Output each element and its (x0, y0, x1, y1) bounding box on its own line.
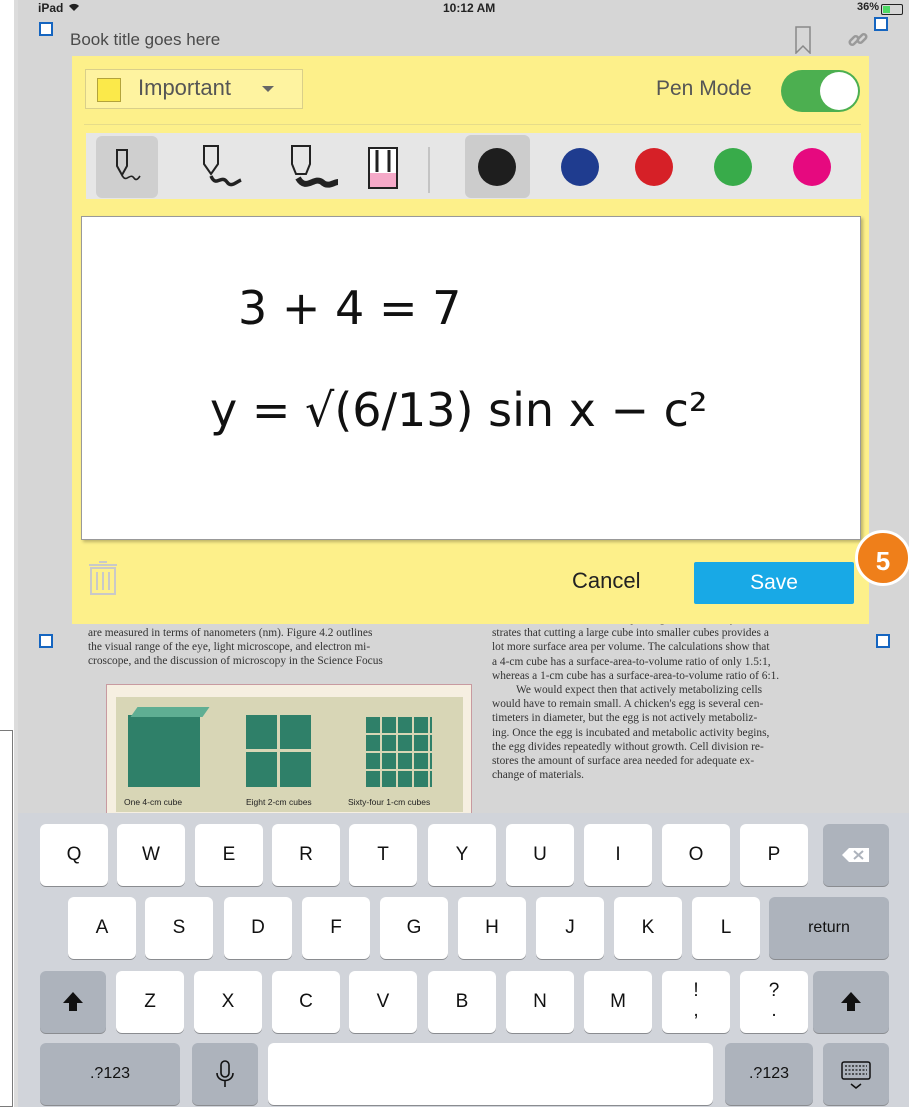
text-line: would have to remain small. A chicken's egg is several cen- (492, 698, 764, 711)
color-green[interactable] (714, 148, 752, 186)
key-f[interactable]: F (302, 897, 370, 959)
text-line: the visual range of the eye, light microscope, and electron mi- (88, 641, 371, 654)
key-s[interactable]: S (145, 897, 213, 959)
text-line: We would expect then that actively metabolizing cells (516, 684, 763, 697)
key-p[interactable]: P (740, 824, 808, 886)
text-line: a 4-cm cube has a surface-area-to-volume ratio of only 1.5:1, (492, 655, 771, 668)
delete-icon[interactable] (823, 824, 889, 886)
pen-fine-icon[interactable] (96, 136, 158, 198)
text-line: are measured in terms of nanometers (nm). Figure 4.2 outlines (88, 627, 373, 639)
key-t[interactable]: T (349, 824, 417, 886)
pen-broad-icon[interactable] (282, 136, 344, 198)
key-l[interactable]: L (692, 897, 760, 959)
microphone-icon[interactable] (192, 1043, 258, 1105)
divider (84, 124, 861, 125)
step-badge: 5 (855, 530, 909, 586)
pen-mode-label: Pen Mode (656, 77, 752, 100)
cancel-button[interactable]: Cancel (572, 568, 641, 593)
text-line: change of materials. (492, 769, 585, 782)
text-line: the egg divides repeatedly without growth. Cell division re- (492, 740, 764, 753)
key-a[interactable]: A (68, 897, 136, 959)
cube-top (130, 707, 209, 717)
selection-handle-top-left[interactable] (39, 22, 53, 36)
text-line: timeters in diameter, but the egg is not actively metaboliz- (492, 712, 758, 725)
tag-label: Important (138, 75, 231, 100)
bookmark-icon[interactable] (795, 26, 811, 54)
chevron-down-icon (262, 86, 274, 92)
drawing-canvas[interactable] (81, 216, 861, 540)
figure-caption: Sixty-four 1-cm cubes (348, 797, 431, 807)
selection-handle-bottom-right[interactable] (876, 634, 890, 648)
key-i[interactable]: I (584, 824, 652, 886)
key-glyph: ? (768, 980, 780, 1001)
toolbar-separator (428, 147, 430, 193)
text-line: stores the amount of surface area needed for adequate ex- (492, 755, 755, 768)
key-u[interactable]: U (506, 824, 574, 886)
pen-medium-icon[interactable] (191, 136, 253, 198)
cube-gap (246, 749, 312, 752)
key-m[interactable]: M (584, 971, 652, 1033)
key-r[interactable]: R (272, 824, 340, 886)
key-z[interactable]: Z (116, 971, 184, 1033)
key-c[interactable]: C (272, 971, 340, 1033)
key-h[interactable]: H (458, 897, 526, 959)
text-line: ing. Once the egg is incubated and metabolic activity begins, (492, 726, 770, 739)
numbers-key[interactable]: .?123 (40, 1043, 180, 1105)
shift-icon[interactable] (813, 971, 889, 1033)
battery-icon (881, 4, 903, 15)
text-line: whereas a 1-cm cube has a surface-area-to-volume ratio of 6:1. (492, 669, 780, 682)
text-line: croscope, and the discussion of microscopy in the Science Focus (88, 655, 383, 668)
status-bar (18, 0, 909, 18)
key-glyph: . (771, 1000, 777, 1021)
key-n[interactable]: N (506, 971, 574, 1033)
key-glyph: ! (693, 980, 699, 1001)
book-text-left (88, 626, 470, 669)
key-y[interactable]: Y (428, 824, 496, 886)
figure-image (116, 697, 463, 812)
save-button[interactable]: Save (694, 562, 854, 604)
key-x[interactable]: X (194, 971, 262, 1033)
pen-mode-toggle[interactable] (781, 70, 860, 112)
selection-handle-top-right[interactable] (874, 17, 888, 31)
space-bar[interactable] (268, 1043, 713, 1105)
color-red[interactable] (635, 148, 673, 186)
key-question-period[interactable] (740, 971, 808, 1033)
shift-icon[interactable] (40, 971, 106, 1033)
handwriting-line: y = √(6/13) sin x − c² (210, 383, 708, 437)
cube-large (128, 715, 200, 787)
key-w[interactable]: W (117, 824, 185, 886)
battery-percent: 36% (856, 1, 879, 13)
color-pink[interactable] (793, 148, 831, 186)
trash-icon[interactable] (88, 560, 118, 596)
key-d[interactable]: D (224, 897, 292, 959)
key-v[interactable]: V (349, 971, 417, 1033)
key-q[interactable]: Q (40, 824, 108, 886)
key-g[interactable]: G (380, 897, 448, 959)
status-time: 10:12 AM (443, 1, 496, 15)
outer-sidebar (0, 0, 14, 1107)
figure-caption: Eight 2-cm cubes (246, 797, 312, 807)
link-icon[interactable] (846, 28, 870, 57)
key-e[interactable]: E (195, 824, 263, 886)
outer-panel (0, 730, 13, 1107)
device-label: iPad (38, 1, 64, 15)
return-key[interactable]: return (769, 897, 889, 959)
key-b[interactable]: B (428, 971, 496, 1033)
key-k[interactable]: K (614, 897, 682, 959)
wifi-icon (68, 1, 80, 15)
text-line: strates that cutting a large cube into smaller cubes provides a (492, 627, 769, 640)
key-j[interactable]: J (536, 897, 604, 959)
color-black[interactable] (478, 148, 516, 186)
handwriting-line: 3 + 4 = 7 (238, 281, 462, 335)
selection-handle-bottom-left[interactable] (39, 634, 53, 648)
book-title: Book title goes here (70, 30, 221, 49)
color-blue[interactable] (561, 148, 599, 186)
book-text-right (492, 612, 852, 782)
key-exclaim-comma[interactable] (662, 971, 730, 1033)
key-glyph: , (693, 1000, 699, 1021)
tag-color-swatch (97, 78, 121, 102)
text-line: lot more surface area per volume. The calculations show that (492, 641, 770, 654)
figure-caption: One 4-cm cube (124, 797, 183, 807)
keyboard-hide-icon[interactable] (823, 1043, 889, 1105)
numbers-key[interactable]: .?123 (725, 1043, 813, 1105)
eraser-icon[interactable] (356, 136, 418, 198)
key-o[interactable]: O (662, 824, 730, 886)
cube-grid (366, 715, 432, 787)
